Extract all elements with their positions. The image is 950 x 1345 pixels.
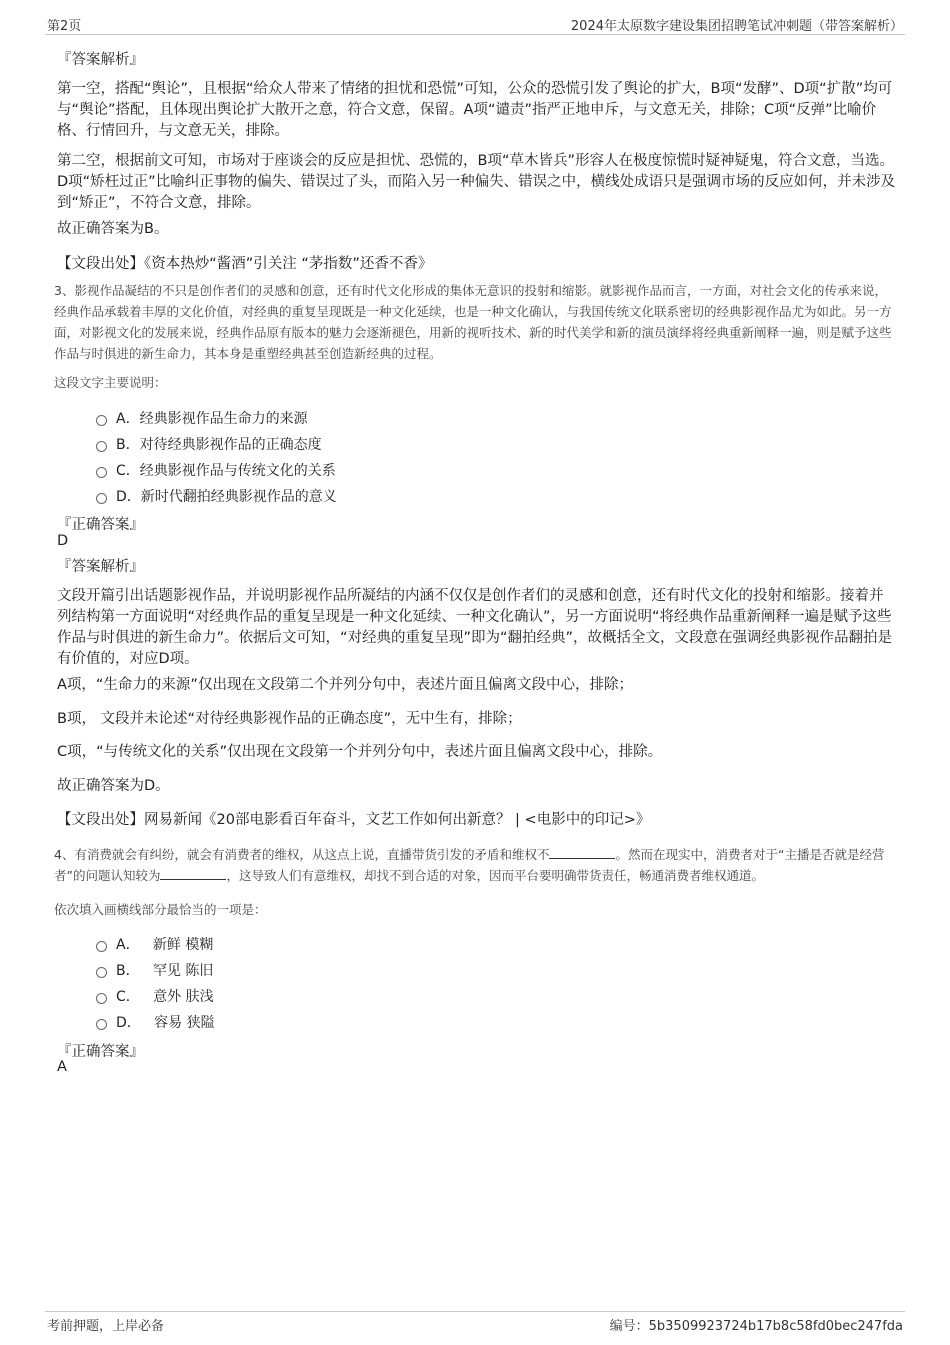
option-label: A．经典影视作品生命力的来源 (116, 411, 308, 427)
page-footer (45, 1311, 905, 1334)
question-4-option-b[interactable] (96, 960, 213, 980)
correct-answer-label: 『正确答案』 (57, 517, 144, 533)
question-4-option-c[interactable] (96, 986, 214, 1006)
option-label: B． 罕见 陈旧 (116, 963, 214, 979)
correct-answer-value: A (57, 1059, 67, 1075)
analysis-paragraph-1: 文段开篇引出话题影视作品，并说明影视作品所凝结的内涵不仅仅是创作者们的灵感和创意，还有时代文化的投射和缩影。接着并列结构第一方面说明“对经典作品的重复呈现是一种文化延续、一种文化确认”，另一方面说明“将经典作品重新阐释一遍是赋予这些作品与时俱进的新生命力”。依据后文可知，“对经典的重复呈现”即为“翻拍经典”，故概括全文，文段意在强调经典影视作品翻拍是有价值的，对应D项。 (57, 588, 893, 667)
analysis-label: 『答案解析』 (57, 559, 144, 575)
footer-slogan: 考前押题，上岸必备 (47, 1319, 165, 1334)
page-number: 第2页 (47, 19, 82, 34)
fill-blank-1 (549, 846, 615, 859)
radio-icon[interactable] (96, 993, 107, 1004)
source-citation: 【文段出处】网易新闻《20部电影看百年奋斗，文艺工作如何出新意？ | <电影中的印记>》 (57, 812, 651, 828)
analysis-conclusion: 故正确答案为B。 (57, 221, 169, 237)
radio-icon[interactable] (96, 415, 107, 426)
option-label: D．新时代翻拍经典影视作品的意义 (116, 489, 337, 505)
question-3-option-b[interactable] (96, 434, 322, 454)
analysis-paragraph-4: C项，“与传统文化的关系”仅出现在文段第一个并列分句中，表述片面且偏离文段中心，排除。 (57, 744, 663, 760)
question-4-option-a[interactable] (96, 934, 213, 954)
question-3-option-a[interactable] (96, 408, 308, 428)
question-4-stem (54, 844, 899, 886)
radio-icon[interactable] (96, 967, 107, 978)
question-3-prompt: 这段文字主要说明： (54, 375, 167, 390)
question-3-option-c[interactable] (96, 460, 336, 480)
source-citation: 【文段出处】《资本热炒“酱酒”引关注 “茅指数”还香不香》 (57, 256, 433, 272)
option-label: A． 新鲜 模糊 (116, 937, 214, 953)
correct-answer-label: 『正确答案』 (57, 1044, 144, 1060)
stem-part-2: 。然而在现实中，消费者对于“主播是否就是经营者”的问题认知较为 (54, 847, 885, 883)
radio-icon[interactable] (96, 1019, 107, 1030)
analysis-conclusion: 故正确答案为D。 (57, 778, 170, 794)
radio-icon[interactable] (96, 493, 107, 504)
analysis-paragraph-1: 第一空，搭配“舆论”，且根据“给众人带来了情绪的担忧和恐慌”可知，公众的恐慌引发了舆论的扩大，B项“发酵”、D项“扩散”均可与“舆论”搭配，且体现出舆论扩大散开之意，符合文意，保留。A项“谴责”指严正地申斥，与文意无关，排除；C项“反弹”比喻价格、行情回升，与文意无关，排除。 (57, 81, 893, 139)
radio-icon[interactable] (96, 441, 107, 452)
option-label: B．对待经典影视作品的正确态度 (116, 437, 322, 453)
analysis-paragraph-2: A项，“生命力的来源”仅出现在文段第二个并列分句中，表述片面且偏离文段中心，排除； (57, 677, 633, 693)
correct-answer-value: D (57, 533, 69, 549)
question-3-stem: 3、影视作品凝结的不只是创作者们的灵感和创意，还有时代文化形成的集体无意识的投射和缩影。就影视作品而言，一方面，对社会文化的传承来说，经典作品承载着丰厚的文化价值，对经典的重复呈现既是一种文化延续，也是一种文化确认，与我国传统文化联系密切的经典影视作品尤为如此。另一方面，对影视文化的发展来说，经典作品原有版本的魅力会逐渐褪色，用新的视听技术、新的时代美学和新的演员演绎将经典重新阐释一遍，则是赋予这些作品与时俱进的新生命力，其本身是重塑经典甚至创造新经典的过程。 (54, 283, 892, 361)
fill-blank-2 (160, 867, 226, 880)
radio-icon[interactable] (96, 941, 107, 952)
question-4-prompt: 依次填入画横线部分最恰当的一项是： (54, 902, 267, 917)
document-id: 编号：5b3509923724b17b8c58fd0bec247fda (609, 1319, 903, 1334)
question-4-option-d[interactable] (96, 1012, 215, 1032)
analysis-paragraph-2: 第二空，根据前文可知，市场对于座谈会的反应是担忧、恐慌的，B项“草木皆兵”形容人在极度惊慌时疑神疑鬼，符合文意，当选。D项“矫枉过正”比喻纠正事物的偏失、错误过了头，而陷入另一种偏失、错误之中，横线处成语只是强调市场的反应如何，并未涉及到“矫正”，不符合文意，排除。 (57, 153, 896, 211)
page-header (45, 14, 905, 35)
stem-part-3: ，这导致人们有意维权，却找不到合适的对象，因而平台要明确带货责任，畅通消费者维权通道。 (226, 868, 764, 883)
option-label: D． 容易 狭隘 (116, 1015, 215, 1031)
option-label: C． 意外 肤浅 (116, 989, 214, 1005)
stem-part-1: 4、有消费就会有纠纷，就会有消费者的维权，从这点上说，直播带货引发的矛盾和维权不 (54, 847, 550, 862)
analysis-label: 『答案解析』 (57, 52, 144, 68)
analysis-paragraph-3: B项， 文段并未论述“对待经典影视作品的正确态度”，无中生有，排除； (57, 711, 522, 727)
question-3-option-d[interactable] (96, 486, 337, 506)
document-title: 2024年太原数字建设集团招聘笔试冲刺题（带答案解析） (570, 19, 903, 34)
option-label: C．经典影视作品与传统文化的关系 (116, 463, 336, 479)
radio-icon[interactable] (96, 467, 107, 478)
